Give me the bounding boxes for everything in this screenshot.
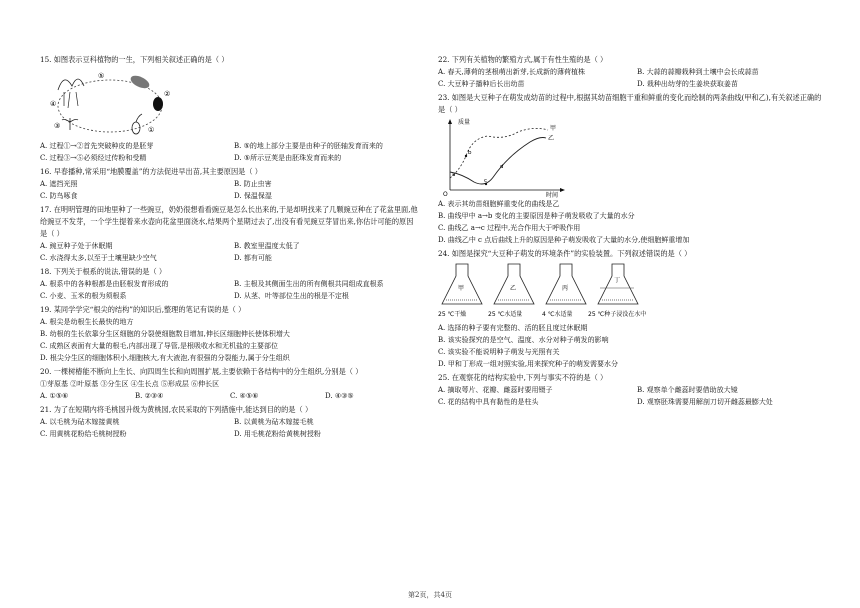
flask-bing: [542, 264, 586, 318]
q19-option-d[interactable]: D. 根尖分生区的细胞体积小,细胞核大,有大液泡,有很强的分裂能力,属于分生组织: [40, 354, 290, 362]
chart-origin: O: [443, 191, 448, 198]
germination-flasks: [438, 260, 658, 322]
fig-label-4: ④: [50, 100, 57, 108]
q18-option-d[interactable]: D. 从茎、叶等部位生出的根是不定根: [234, 292, 349, 300]
q16-option-c[interactable]: C. 防鸟啄食: [40, 192, 78, 200]
chart-ylabel: 质量: [458, 119, 471, 126]
q20-option-c[interactable]: C. ④⑤⑥: [230, 392, 259, 400]
q15-stem: 15. 如图表示豆科植物的一生，下列相关叙述正确的是（ ）: [40, 55, 229, 64]
q21-stem: 21. 为了在短期内将毛桃园升级为黄桃园,农民采取的下列措施中,能达到目的的是（ ）: [40, 405, 313, 414]
q21-option-d[interactable]: D. 用毛桃花粉给黄桃树授粉: [234, 430, 321, 438]
q22-options: [438, 66, 828, 90]
q25-option-a[interactable]: A. 摘取萼片、花瓣、雌蕊时要用镊子: [438, 386, 553, 394]
q23-option-c[interactable]: C. 曲线乙 a→c 过程中,光合作用大于呼吸作用: [438, 224, 581, 232]
fig-label-1: ①: [148, 126, 155, 134]
q17-option-b[interactable]: B. 教室里温度太低了: [234, 242, 300, 250]
q23-figure: [438, 116, 828, 198]
page-footer: 第2页，共4页: [408, 591, 452, 599]
q19-stem: 19. 某同学学完“根尖的结构”的知识后,整理的笔记有误的是（ ）: [40, 305, 246, 314]
q22-option-c[interactable]: C. 大豆种子播种后长出幼苗: [438, 80, 525, 88]
q19-option-b[interactable]: B. 幼根的生长依靠分生区细胞的分裂使细胞数目增加,伸长区细胞伸长使体积增大: [40, 330, 290, 338]
q25-option-b[interactable]: B. 观察单个雌蕊时要借助放大镜: [637, 386, 738, 394]
flask-label-ding: 25 ℃种子浸没在水中: [588, 311, 647, 318]
q17-option-d[interactable]: D. 都有可能: [234, 254, 272, 262]
flask-ding: [588, 264, 646, 318]
fig-label-5: ⑤: [98, 72, 105, 80]
q24-option-a[interactable]: A. 选择的种子要有完整的、活的胚且度过休眠期: [438, 324, 588, 332]
q16-option-b[interactable]: B. 防止虫害: [234, 180, 272, 188]
q22-option-a[interactable]: A. 春天,薄荷的茎根萌出新芽,长成新的薄荷植株: [438, 68, 585, 76]
point-a: a: [452, 172, 456, 178]
q23-option-b[interactable]: B. 曲线甲中 a→b 变化的主要原因是种子萌发吸收了大量的水分: [438, 212, 635, 220]
q17-option-c[interactable]: C. 水浇得太多,以至于土壤里缺少空气: [40, 254, 157, 262]
q24-option-c[interactable]: C. 该实验不能说明种子萌发与光照有关: [438, 348, 560, 356]
flask-label-yi: 25 ℃水适量: [488, 311, 523, 318]
q24-stem: 24. 如图是探究“大豆种子萌发的环境条件”的实验装置。下列叙述错误的是（ ）: [438, 249, 692, 258]
q17-option-a[interactable]: A. 豌豆种子处于休眠期: [40, 242, 113, 250]
flask-yi: [488, 264, 534, 318]
mass-time-curve-chart: [438, 116, 568, 198]
q19-option-c[interactable]: C. 成熟区表面有大量的根毛,内部出现了导管,是根吸收水和无机盐的主要部位: [40, 342, 279, 350]
q24-option-b[interactable]: B. 该实验探究的是空气、温度、水分对种子萌发的影响: [438, 336, 609, 344]
q20-options: [40, 390, 420, 402]
q23-option-a[interactable]: A. 表示其幼苗细胞鲜重变化的曲线是乙: [438, 200, 560, 208]
point-c: c: [484, 178, 488, 184]
q25-option-d[interactable]: D. 观察胚珠需要用解剖刀切开雌蕊最膨大处: [637, 398, 773, 406]
curve-label-yi: 乙: [548, 135, 555, 142]
q25-options: [438, 384, 828, 408]
right-column: [438, 48, 828, 408]
point-b: b: [468, 150, 472, 156]
q18-option-c[interactable]: C. 小麦、玉米的根为须根系: [40, 292, 127, 300]
q17-stem: 17. 在明明管理的田地里种了一些豌豆，奶奶很想看看豌豆是怎么长出来的,于是却明找来了几颗豌豆种在了花盆里面,他给豌豆不发芽，一个学生提着来水壶向花盆里面浇水,结果两个星期过去了,出没有看见豌豆芽冒出来,你估计可能的原因是（ ）: [40, 205, 418, 238]
q16-options: [40, 178, 420, 202]
flask-jia: [438, 264, 482, 318]
point-d: d: [500, 164, 504, 170]
q20-option-d[interactable]: D. ④③⑤: [325, 392, 354, 400]
q21-options: [40, 416, 420, 440]
flask-tag-bing: 丙: [562, 285, 569, 292]
q15-option-c[interactable]: C. 过程③→⑤必须经过传粉和受精: [40, 154, 147, 162]
q18-option-b[interactable]: B. 主根及其侧面生出的所有侧根共同组成直根系: [234, 280, 384, 288]
q22-stem: 22. 下列有关植物的繁殖方式,属于有性生殖的是（ ）: [438, 55, 608, 64]
curve-jia: [450, 128, 548, 178]
q22-option-d[interactable]: D. 栽种出幼芽的生姜块获取姜苗: [637, 80, 738, 88]
q17-options: [40, 240, 420, 264]
q21-option-c[interactable]: C. 用黄桃花粉给毛桃树授粉: [40, 430, 127, 438]
curve-label-jia: 甲: [550, 125, 557, 132]
q21-option-a[interactable]: A. 以毛桃为砧木嫁接黄桃: [40, 418, 120, 426]
left-column: [40, 48, 420, 440]
q15-option-d[interactable]: D. ⑤所示豆荚是由胚珠发育而来的: [234, 154, 342, 162]
q23-option-d[interactable]: D. 曲线乙中 c 点后曲线上升的原因是种子萌发吸收了大量的水分,使细胞鲜重增加: [438, 236, 690, 244]
fig-label-3: ③: [54, 122, 61, 130]
plant-lifecycle-diagram: [40, 66, 180, 140]
q16-option-d[interactable]: D. 保温保湿: [234, 192, 272, 200]
q18-stem: 18. 下列关于根系的说法,错误的是（ ）: [40, 267, 167, 276]
flask-tag-ding: 丁: [614, 277, 621, 284]
q20-stem: 20. 一棵树椿能不断向上生长、向四周生长和向周围扩展,主要依赖于各结构中的分生组织,分别是（ ）: [40, 367, 363, 376]
q15-options: [40, 140, 420, 164]
q15-option-a[interactable]: A. 过程①→②首先突破种皮的是胚芽: [40, 142, 154, 150]
q24-figure: [438, 260, 828, 322]
q25-stem: 25. 在观察花的结构实验中,下列与事实不符的是（ ）: [438, 373, 608, 382]
flask-tag-jia: 甲: [458, 285, 465, 292]
fig-label-2: ②: [164, 90, 171, 98]
curve-yi: [450, 138, 546, 185]
flask-label-bing: 4 ℃水适量: [542, 311, 573, 318]
q18-options: [40, 278, 420, 302]
flask-label-jia: 25 ℃干燥: [438, 311, 467, 318]
q24-option-d[interactable]: D. 甲和丁形成一组对照实验,用来探究种子的萌发需要水分: [438, 360, 619, 368]
q20-option-b[interactable]: B. ②③④: [135, 392, 164, 400]
q16-option-a[interactable]: A. 遮挡光照: [40, 180, 78, 188]
q18-option-a[interactable]: A. 根系中的各种根都是由胚根发育形成的: [40, 280, 169, 288]
chart-xlabel: 时间: [546, 192, 559, 198]
q22-option-b[interactable]: B. 大蒜的蒜瓣栽种到土壤中会长成蒜苗: [637, 68, 759, 76]
q20-items: ①芽原基 ②叶原基 ③分生区 ④生长点 ⑤形成层 ⑥伸长区: [40, 380, 220, 388]
q20-option-a[interactable]: A. ①⑤⑥: [40, 392, 69, 400]
q23-stem: 23. 如图是大豆种子在萌发成幼苗的过程中,根据其幼苗细胞干重和鲜重的变化而绘制的两条曲线(甲和乙),有关叙述正确的是（ ）: [438, 93, 822, 114]
q21-option-b[interactable]: B. 以黄桃为砧木嫁接毛桃: [234, 418, 314, 426]
q15-figure: [40, 66, 420, 140]
q25-option-c[interactable]: C. 花的结构中具有黏性的是柱头: [438, 398, 539, 406]
q19-option-a[interactable]: A. 根尖是幼根生长最快的地方: [40, 318, 134, 326]
q16-stem: 16. 早春播种,常采用“地膜覆盖”的方法促进早出苗,其主要原因是（ ）: [40, 167, 262, 176]
flask-tag-yi: 乙: [510, 285, 517, 292]
q15-option-b[interactable]: B. ⑤的地上部分主要是由种子的胚轴发育而来的: [234, 142, 383, 150]
